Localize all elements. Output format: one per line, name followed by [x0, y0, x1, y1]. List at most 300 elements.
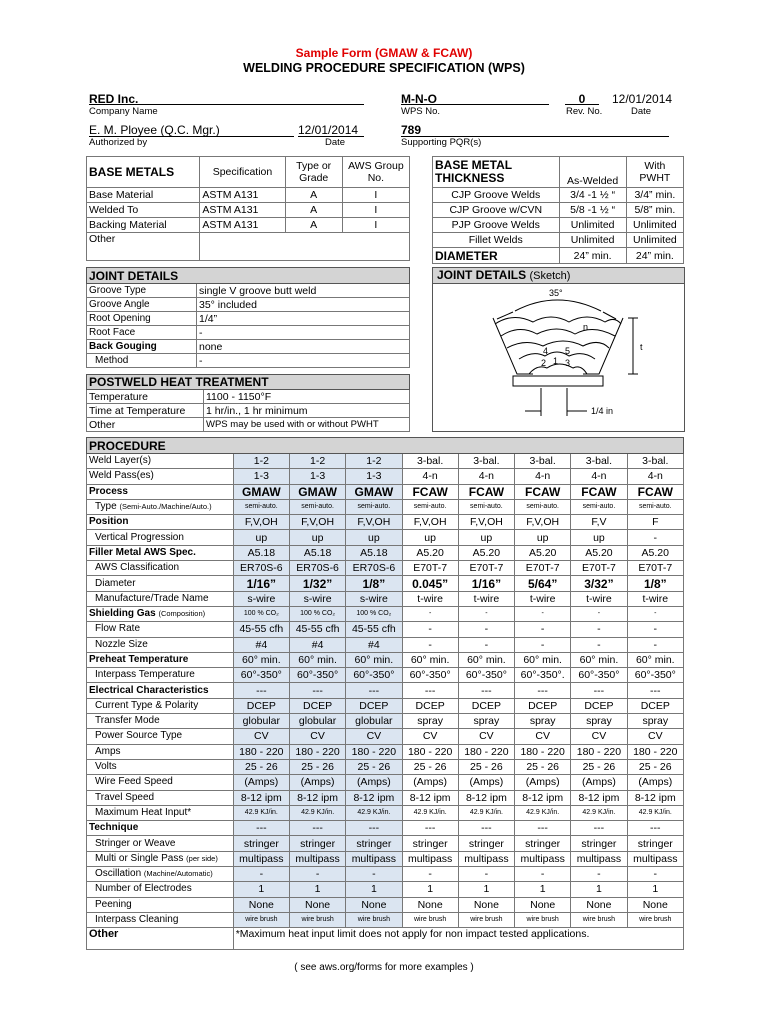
procedure-cell[interactable]: DCEP [233, 698, 289, 713]
procedure-row-label [87, 499, 234, 514]
procedure-cell[interactable]: semi-auto. [233, 499, 289, 514]
procedure-cell[interactable]: 45-55 cfh [346, 622, 402, 637]
back-gouging-value[interactable]: none [197, 340, 410, 354]
procedure-cell[interactable]: F [627, 515, 683, 530]
procedure-cell[interactable]: --- [402, 683, 458, 698]
procedure-cell[interactable]: None [627, 897, 683, 912]
procedure-cell[interactable]: DCEP [571, 698, 627, 713]
procedure-cell[interactable]: t-wire [627, 591, 683, 606]
procedure-cell[interactable]: GMAW [289, 484, 345, 499]
procedure-cell[interactable]: --- [515, 683, 571, 698]
procedure-cell[interactable]: ER70S-6 [233, 561, 289, 576]
procedure-cell[interactable]: 100 % CO₂ [233, 606, 289, 621]
group-cell[interactable]: I [342, 203, 409, 218]
procedure-cell[interactable]: - [402, 867, 458, 882]
procedure-cell[interactable]: 60° min. [402, 652, 458, 667]
procedure-cell[interactable]: --- [289, 683, 345, 698]
procedure-cell[interactable]: FCAW [402, 484, 458, 499]
procedure-cell[interactable]: DCEP [458, 698, 514, 713]
procedure-cell[interactable]: 1-2 [289, 454, 345, 469]
procedure-cell[interactable]: A5.20 [571, 545, 627, 560]
spec-cell[interactable]: ASTM A131 [200, 203, 285, 218]
procedure-cell[interactable]: F,V,OH [515, 515, 571, 530]
procedure-cell[interactable]: - [571, 622, 627, 637]
procedure-cell[interactable]: CV [571, 729, 627, 744]
procedure-cell[interactable]: 60°-350°. [515, 668, 571, 683]
procedure-cell[interactable]: E70T-7 [627, 561, 683, 576]
procedure-cell[interactable]: multipass [346, 851, 402, 866]
procedure-cell[interactable]: - [402, 637, 458, 652]
procedure-cell[interactable]: semi-auto. [289, 499, 345, 514]
procedure-cell[interactable]: 180 - 220 [515, 744, 571, 759]
procedure-cell[interactable]: 1/16” [233, 576, 289, 591]
procedure-cell[interactable]: --- [571, 821, 627, 836]
procedure-cell[interactable]: ER70S-6 [289, 561, 345, 576]
procedure-cell[interactable]: 4-n [402, 469, 458, 484]
procedure-cell[interactable]: 60° min. [233, 652, 289, 667]
procedure-cell[interactable]: (Amps) [233, 775, 289, 790]
procedure-cell[interactable]: t-wire [458, 591, 514, 606]
procedure-cell[interactable]: 100 % CO₂ [289, 606, 345, 621]
procedure-cell[interactable]: --- [571, 683, 627, 698]
procedure-cell[interactable]: A5.18 [289, 545, 345, 560]
procedure-row [87, 821, 684, 836]
procedure-cell[interactable]: 42.9 KJ/in. [346, 805, 402, 820]
procedure-cell[interactable]: up [458, 530, 514, 545]
procedure-cell[interactable]: 1/32” [289, 576, 345, 591]
procedure-cell[interactable]: A5.18 [233, 545, 289, 560]
procedure-cell[interactable]: - [515, 637, 571, 652]
procedure-cell[interactable]: 60° min. [458, 652, 514, 667]
procedure-cell[interactable]: 180 - 220 [458, 744, 514, 759]
procedure-cell[interactable]: CV [346, 729, 402, 744]
procedure-cell[interactable]: 4-n [627, 469, 683, 484]
procedure-cell[interactable]: wire brush [571, 912, 627, 927]
procedure-cell[interactable]: - [458, 637, 514, 652]
other-cell[interactable] [200, 233, 410, 261]
procedure-cell[interactable]: F,V,OH [402, 515, 458, 530]
procedure-cell[interactable]: --- [346, 821, 402, 836]
procedure-cell[interactable]: (Amps) [289, 775, 345, 790]
procedure-cell[interactable]: 1-2 [346, 454, 402, 469]
procedure-cell[interactable]: up [571, 530, 627, 545]
col-type-grade: Type or Grade [285, 157, 342, 188]
procedure-cell[interactable]: globular [233, 714, 289, 729]
procedure-cell[interactable]: - [458, 606, 514, 621]
procedure-cell[interactable]: multipass [571, 851, 627, 866]
procedure-cell[interactable]: CV [627, 729, 683, 744]
procedure-cell[interactable]: 4-n [515, 469, 571, 484]
procedure-cell[interactable]: --- [627, 683, 683, 698]
procedure-cell[interactable]: semi-auto. [627, 499, 683, 514]
procedure-cell[interactable]: 8-12 ipm [458, 790, 514, 805]
as-welded-cell[interactable]: 3/4 -1 ½ “ [559, 188, 626, 203]
procedure-cell[interactable]: FCAW [627, 484, 683, 499]
procedure-cell[interactable]: globular [289, 714, 345, 729]
procedure-cell[interactable]: 1 [627, 882, 683, 897]
procedure-cell[interactable]: semi-auto. [402, 499, 458, 514]
root-face-value[interactable]: - [197, 326, 410, 340]
procedure-cell[interactable]: 60°-350° [289, 668, 345, 683]
type-cell[interactable]: A [285, 203, 342, 218]
procedure-cell[interactable]: 3-bal. [627, 454, 683, 469]
procedure-cell[interactable]: 25 - 26 [515, 759, 571, 774]
procedure-cell[interactable]: 1/8” [346, 576, 402, 591]
procedure-cell[interactable]: #4 [233, 637, 289, 652]
procedure-cell[interactable]: 1-3 [289, 469, 345, 484]
procedure-cell[interactable]: 25 - 26 [627, 759, 683, 774]
procedure-cell[interactable]: FCAW [515, 484, 571, 499]
procedure-cell[interactable]: None [346, 897, 402, 912]
procedure-cell[interactable]: - [458, 622, 514, 637]
procedure-cell[interactable]: 42.9 KJ/in. [458, 805, 514, 820]
procedure-cell[interactable]: wire brush [627, 912, 683, 927]
procedure-cell[interactable]: None [233, 897, 289, 912]
procedure-label-text: Stringer or Weave [95, 837, 176, 849]
procedure-cell[interactable]: multipass [515, 851, 571, 866]
procedure-cell[interactable]: 42.9 KJ/in. [402, 805, 458, 820]
procedure-cell[interactable]: 8-12 ipm [289, 790, 345, 805]
as-welded-cell[interactable]: 5/8 -1 ½ “ [559, 203, 626, 218]
procedure-cell[interactable]: DCEP [515, 698, 571, 713]
procedure-cell[interactable]: 60°-350° [233, 668, 289, 683]
procedure-cell[interactable]: up [233, 530, 289, 545]
procedure-cell[interactable]: 180 - 220 [571, 744, 627, 759]
procedure-cell[interactable]: 100 % CO₂ [346, 606, 402, 621]
procedure-cell[interactable]: spray [515, 714, 571, 729]
procedure-cell[interactable]: (Amps) [346, 775, 402, 790]
procedure-cell[interactable]: - [346, 867, 402, 882]
procedure-cell[interactable]: - [627, 530, 683, 545]
pwht-other-value[interactable]: WPS may be used with or without PWHT [204, 418, 410, 432]
procedure-row [87, 545, 684, 560]
procedure-cell[interactable]: semi-auto. [346, 499, 402, 514]
procedure-cell[interactable]: 1-2 [233, 454, 289, 469]
procedure-cell[interactable]: wire brush [402, 912, 458, 927]
procedure-cell[interactable]: 1 [571, 882, 627, 897]
procedure-cell[interactable]: 1 [458, 882, 514, 897]
procedure-cell[interactable]: 3-bal. [458, 454, 514, 469]
procedure-cell[interactable]: DCEP [402, 698, 458, 713]
procedure-cell[interactable]: 1/16” [458, 576, 514, 591]
procedure-cell[interactable]: --- [627, 821, 683, 836]
wps-no-field[interactable] [401, 90, 549, 105]
procedure-cell[interactable]: GMAW [346, 484, 402, 499]
as-welded-cell[interactable]: Unlimited [559, 218, 626, 233]
procedure-cell[interactable]: E70T-7 [458, 561, 514, 576]
spec-cell[interactable]: ASTM A131 [200, 218, 285, 233]
procedure-cell[interactable]: 8-12 ipm [402, 790, 458, 805]
procedure-cell[interactable]: CV [289, 729, 345, 744]
procedure-cell[interactable]: (Amps) [458, 775, 514, 790]
procedure-cell[interactable]: (Amps) [627, 775, 683, 790]
pwht-cell[interactable]: Unlimited [626, 218, 683, 233]
procedure-cell[interactable]: 1-3 [346, 469, 402, 484]
procedure-cell[interactable]: - [402, 622, 458, 637]
spec-cell[interactable]: ASTM A131 [200, 188, 285, 203]
procedure-cell[interactable]: stringer [627, 836, 683, 851]
pqr-value: 789 [401, 123, 422, 137]
pqr-field[interactable] [401, 121, 669, 137]
procedure-cell[interactable]: 8-12 ipm [627, 790, 683, 805]
procedure-cell[interactable]: 8-12 ipm [233, 790, 289, 805]
company-name-field[interactable] [89, 90, 364, 105]
procedure-cell[interactable]: 0.045” [402, 576, 458, 591]
procedure-cell[interactable]: wire brush [233, 912, 289, 927]
procedure-cell[interactable]: 25 - 26 [346, 759, 402, 774]
procedure-cell[interactable]: 45-55 cfh [233, 622, 289, 637]
procedure-cell[interactable]: 60°-350° [402, 668, 458, 683]
procedure-cell[interactable]: CV [402, 729, 458, 744]
procedure-cell[interactable]: A5.20 [515, 545, 571, 560]
procedure-cell[interactable]: 25 - 26 [571, 759, 627, 774]
procedure-cell[interactable]: spray [402, 714, 458, 729]
groove-angle-value[interactable]: 35° included [197, 298, 410, 312]
authorized-by-caption: Authorized by [89, 137, 148, 148]
procedure-cell[interactable]: stringer [571, 836, 627, 851]
procedure-cell[interactable]: --- [289, 821, 345, 836]
procedure-cell[interactable]: t-wire [571, 591, 627, 606]
procedure-cell[interactable]: up [402, 530, 458, 545]
procedure-cell[interactable]: (Amps) [515, 775, 571, 790]
procedure-cell[interactable]: semi-auto. [515, 499, 571, 514]
procedure-cell[interactable]: --- [233, 821, 289, 836]
procedure-cell[interactable]: A5.20 [402, 545, 458, 560]
procedure-cell[interactable]: - [627, 867, 683, 882]
procedure-cell[interactable]: 60° min. [627, 652, 683, 667]
pwht-temperature-value[interactable]: 1100 - 1150°F [204, 390, 410, 404]
procedure-cell[interactable]: E70T-7 [402, 561, 458, 576]
procedure-cell[interactable]: E70T-7 [515, 561, 571, 576]
procedure-cell[interactable]: 60°-350° [458, 668, 514, 683]
procedure-cell[interactable]: 42.9 KJ/in. [515, 805, 571, 820]
procedure-cell[interactable]: 60°-350° [346, 668, 402, 683]
procedure-cell[interactable]: 3-bal. [402, 454, 458, 469]
pwht-cell[interactable]: 3/4” min. [626, 188, 683, 203]
procedure-cell[interactable]: - [515, 622, 571, 637]
procedure-cell[interactable]: 1 [289, 882, 345, 897]
type-cell[interactable]: A [285, 188, 342, 203]
procedure-cell[interactable]: up [515, 530, 571, 545]
procedure-cell[interactable]: multipass [289, 851, 345, 866]
procedure-cell[interactable]: A5.18 [346, 545, 402, 560]
procedure-cell[interactable]: --- [402, 821, 458, 836]
procedure-cell[interactable]: 1 [402, 882, 458, 897]
procedure-cell[interactable]: - [458, 867, 514, 882]
type-cell[interactable]: A [285, 218, 342, 233]
procedure-cell[interactable]: (Amps) [402, 775, 458, 790]
procedure-cell[interactable]: ER70S-6 [346, 561, 402, 576]
procedure-cell[interactable]: 60° min. [346, 652, 402, 667]
row-label: Fillet Welds [433, 233, 560, 248]
procedure-cell[interactable]: stringer [458, 836, 514, 851]
procedure-cell[interactable]: --- [346, 683, 402, 698]
procedure-cell[interactable]: - [627, 606, 683, 621]
procedure-cell[interactable]: 4-n [458, 469, 514, 484]
procedure-cell[interactable]: s-wire [233, 591, 289, 606]
procedure-cell[interactable]: 60° min. [289, 652, 345, 667]
procedure-cell[interactable]: #4 [346, 637, 402, 652]
procedure-cell[interactable]: 60°-350° [571, 668, 627, 683]
procedure-cell[interactable]: 180 - 220 [402, 744, 458, 759]
procedure-cell[interactable]: multipass [402, 851, 458, 866]
rev-no-field[interactable] [565, 90, 599, 105]
procedure-cell[interactable]: 42.9 KJ/in. [289, 805, 345, 820]
pwht-cell[interactable]: 5/8” min. [626, 203, 683, 218]
procedure-cell[interactable]: 180 - 220 [346, 744, 402, 759]
procedure-cell[interactable]: FCAW [571, 484, 627, 499]
procedure-cell[interactable]: F,V,OH [289, 515, 345, 530]
method-value[interactable]: - [197, 354, 410, 368]
procedure-cell[interactable]: multipass [233, 851, 289, 866]
procedure-cell[interactable]: t-wire [402, 591, 458, 606]
procedure-cell[interactable]: - [627, 637, 683, 652]
procedure-cell[interactable]: 1 [233, 882, 289, 897]
row-label: Welded To [87, 203, 200, 218]
procedure-cell[interactable]: spray [571, 714, 627, 729]
authorized-by-field[interactable] [89, 121, 294, 137]
procedure-cell[interactable]: 1 [515, 882, 571, 897]
procedure-cell[interactable]: - [402, 606, 458, 621]
auth-date-field[interactable] [298, 121, 364, 137]
procedure-cell[interactable]: spray [627, 714, 683, 729]
procedure-cell[interactable]: None [515, 897, 571, 912]
procedure-cell[interactable]: E70T-7 [571, 561, 627, 576]
procedure-cell[interactable]: stringer [402, 836, 458, 851]
procedure-cell[interactable]: 3/32” [571, 576, 627, 591]
procedure-cell[interactable]: CV [515, 729, 571, 744]
procedure-cell[interactable]: FCAW [458, 484, 514, 499]
procedure-row-label [87, 912, 234, 927]
procedure-cell[interactable]: 25 - 26 [458, 759, 514, 774]
procedure-cell[interactable]: wire brush [346, 912, 402, 927]
procedure-cell[interactable]: A5.20 [458, 545, 514, 560]
procedure-cell[interactable]: DCEP [346, 698, 402, 713]
procedure-cell[interactable]: - [571, 637, 627, 652]
procedure-cell[interactable]: 42.9 KJ/in. [571, 805, 627, 820]
pwht-cell[interactable]: Unlimited [626, 233, 683, 248]
procedure-cell[interactable]: F,V [571, 515, 627, 530]
procedure-cell[interactable]: 180 - 220 [289, 744, 345, 759]
procedure-cell[interactable]: 3-bal. [515, 454, 571, 469]
procedure-cell[interactable]: 60° min. [571, 652, 627, 667]
procedure-cell[interactable]: #4 [289, 637, 345, 652]
procedure-cell[interactable]: F,V,OH [458, 515, 514, 530]
diameter-pwht[interactable]: 24” min. [626, 248, 683, 264]
procedure-cell[interactable]: - [515, 867, 571, 882]
procedure-cell[interactable]: --- [458, 821, 514, 836]
procedure-cell[interactable]: 4-n [571, 469, 627, 484]
thickness-table [432, 156, 684, 264]
procedure-cell[interactable]: s-wire [346, 591, 402, 606]
procedure-cell[interactable]: multipass [627, 851, 683, 866]
procedure-cell[interactable]: 45-55 cfh [289, 622, 345, 637]
procedure-cell[interactable]: 25 - 26 [402, 759, 458, 774]
procedure-cell[interactable]: s-wire [289, 591, 345, 606]
procedure-cell[interactable]: (Amps) [571, 775, 627, 790]
procedure-cell[interactable]: up [289, 530, 345, 545]
procedure-cell[interactable]: None [458, 897, 514, 912]
procedure-cell[interactable]: 3-bal. [571, 454, 627, 469]
procedure-cell[interactable]: DCEP [627, 698, 683, 713]
procedure-row [87, 606, 684, 621]
procedure-cell[interactable]: stringer [233, 836, 289, 851]
procedure-cell[interactable]: F,V,OH [233, 515, 289, 530]
procedure-cell[interactable]: CV [233, 729, 289, 744]
procedure-cell[interactable]: 42.9 KJ/in. [233, 805, 289, 820]
procedure-cell[interactable]: 8-12 ipm [571, 790, 627, 805]
procedure-cell[interactable]: - [289, 867, 345, 882]
row-label: Root Face [87, 326, 197, 340]
procedure-cell[interactable]: 60° min. [515, 652, 571, 667]
procedure-cell[interactable]: stringer [289, 836, 345, 851]
procedure-cell[interactable]: 5/64” [515, 576, 571, 591]
procedure-cell[interactable]: 60°-350° [627, 668, 683, 683]
procedure-label-text: Volts [95, 761, 117, 773]
procedure-cell[interactable]: 8-12 ipm [346, 790, 402, 805]
procedure-cell[interactable]: stringer [515, 836, 571, 851]
procedure-cell[interactable]: --- [233, 683, 289, 698]
procedure-cell[interactable]: stringer [346, 836, 402, 851]
group-cell[interactable]: I [342, 188, 409, 203]
procedure-cell[interactable]: A5.20 [627, 545, 683, 560]
group-cell[interactable]: I [342, 218, 409, 233]
procedure-label-text: Current Type & Polarity [95, 699, 199, 711]
table-row [87, 188, 410, 203]
procedure-cell[interactable]: - [627, 622, 683, 637]
diameter-as-welded[interactable]: 24” min. [559, 248, 626, 264]
procedure-cell[interactable]: up [346, 530, 402, 545]
procedure-cell[interactable]: - [515, 606, 571, 621]
procedure-cell[interactable]: semi-auto. [571, 499, 627, 514]
procedure-cell[interactable]: semi-auto. [458, 499, 514, 514]
pwht-time-value[interactable]: 1 hr/in., 1 hr minimum [204, 404, 410, 418]
procedure-cell[interactable]: CV [458, 729, 514, 744]
procedure-cell[interactable]: globular [346, 714, 402, 729]
procedure-cell[interactable]: 8-12 ipm [515, 790, 571, 805]
groove-type-value[interactable]: single V groove butt weld [197, 284, 410, 298]
procedure-cell[interactable]: wire brush [515, 912, 571, 927]
procedure-cell[interactable]: 180 - 220 [627, 744, 683, 759]
procedure-cell[interactable]: wire brush [458, 912, 514, 927]
procedure-cell[interactable]: 25 - 26 [233, 759, 289, 774]
procedure-cell[interactable]: wire brush [289, 912, 345, 927]
procedure-cell[interactable]: None [571, 897, 627, 912]
procedure-cell[interactable]: --- [515, 821, 571, 836]
procedure-cell[interactable]: - [571, 867, 627, 882]
procedure-cell[interactable]: None [402, 897, 458, 912]
procedure-cell[interactable]: multipass [458, 851, 514, 866]
procedure-cell[interactable]: t-wire [515, 591, 571, 606]
procedure-cell[interactable]: 42.9 KJ/in. [627, 805, 683, 820]
procedure-cell[interactable]: None [289, 897, 345, 912]
procedure-cell[interactable]: spray [458, 714, 514, 729]
as-welded-cell[interactable]: Unlimited [559, 233, 626, 248]
procedure-cell[interactable]: GMAW [233, 484, 289, 499]
procedure-cell[interactable]: 25 - 26 [289, 759, 345, 774]
procedure-cell[interactable]: 1/8” [627, 576, 683, 591]
procedure-cell[interactable]: 1 [346, 882, 402, 897]
procedure-row [87, 836, 684, 851]
root-opening-value[interactable]: 1/4” [197, 312, 410, 326]
procedure-cell[interactable]: --- [458, 683, 514, 698]
procedure-cell[interactable]: DCEP [289, 698, 345, 713]
procedure-cell[interactable]: 180 - 220 [233, 744, 289, 759]
procedure-cell[interactable]: - [233, 867, 289, 882]
procedure-cell[interactable]: 1-3 [233, 469, 289, 484]
procedure-cell[interactable]: - [571, 606, 627, 621]
procedure-cell[interactable]: F,V,OH [346, 515, 402, 530]
